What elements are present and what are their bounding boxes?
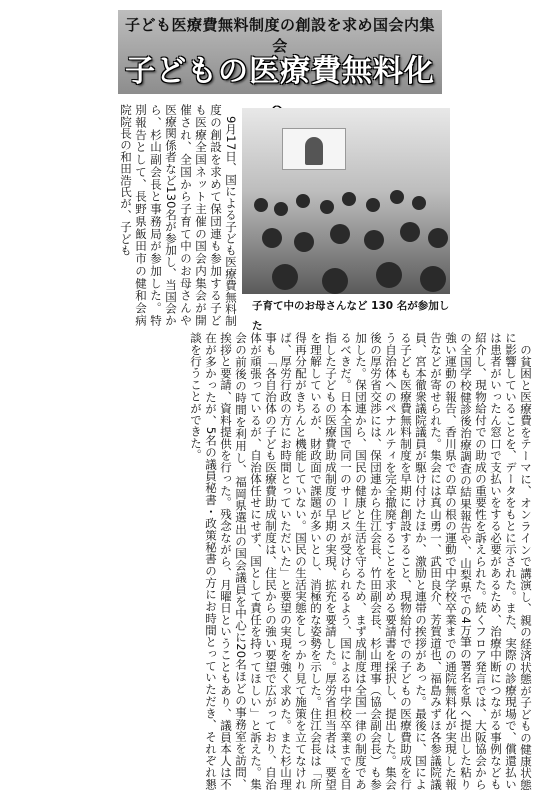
article-header [118,10,442,94]
headline: 子どもの医療費無料化 [125,54,435,89]
body-text-lower: の貧困と医療費をテーマに、オンラインで講演し、親の経済状態が子どもの健康状態に影響していることを、データをもとに示された。また、実際の診療現場で、償還払いは患者がいったん窓口で支払いをする必要があるため、治療中断につながる事例なども紹介し、現物給付での助成の重要性を訴えられた。続くフロア発言では、大阪協会からの全国学校健診後治療調査の結果報告や、山梨県での4万筆の署名を県へ提出した粘り強い運動の報告、香川県での草の根の運動で中学校卒業までの通院無料化が実現した報告などが寄せられた。集会には真山勇一、武田良介、芳賀道也、福島みずほ各参議院議員、宮本徹衆議院議員が駆け付けたほか、激励と連帯の挨拶があった。最後に、国による子ども医療費無料制度を早期に創設すること、現物給付での子どもの医療費助成を行う自治体へのペナルティを完全撤廃することを求める要請書を採択し、提出した。集会後の厚労省交渉には、保団連から住江会長、竹田副会長、杉山理事（協会副会長）も参加した。保団連から、国民の健康と生活を守るため、まず成制度は全国一律の制度であるべきだ。日本全国で同一のサービスが受けられるよう、国による中学校卒業までを目指した子どもの医療費助成制度の早期の実現、拡充を要請した。厚労省担当者は、要望を理解しているが、財政面で課題が多いとし、消極的な姿勢を示した。住江会長は「所得再分配がきちんと機能していない。国民の生活実態をしっかり見て施策を立てなければ、厚労行政の方にお時間とっていただいた」と要望の実現を強く求めた。また杉山理事も「各自治体の子ども医療費助成制度は、住民からの強い要望で広がっており、自治体が頑張っているが、自治体任せにせず、国として責任を持ってほしい」と訴えた。集会の前後の時間を利用し、福岡県選出の国会議員を中心に20名ほどの事務室を訪問、挨拶と要請、資料提供を行った。残念ながら、月曜日ということもあり、議員本人は不在が多かったが、5名の議員秘書・政策秘書の方にお時間とっていただき、それぞれ懇談を行うことができた。 [189,332,533,790]
projection-screen [282,128,346,170]
meeting-photo [242,108,450,294]
audience [242,178,450,294]
subheadline: 子ども医療費無料制度の創設を求め国会内集会 [124,16,435,55]
photo-caption: 子育て中のお母さんなど 130 名が参加した [242,296,456,316]
speaker-on-screen [305,137,323,165]
body-text-upper: 9月17日、国による子ども医療費無料制度の創設を求めて保団連も参加する子ども医療全国ネット主催の国会内集会が開催され、全国から子育て中のお母さんや医療関係者など130名が参加し、当国会から、杉山副会長と事務局が参加した。特別報告として、長野県飯田市の健和会病院院長の和田浩氏が、子ども [119,104,238,326]
article-body-upper [118,104,238,326]
article-body-lower [118,332,533,790]
